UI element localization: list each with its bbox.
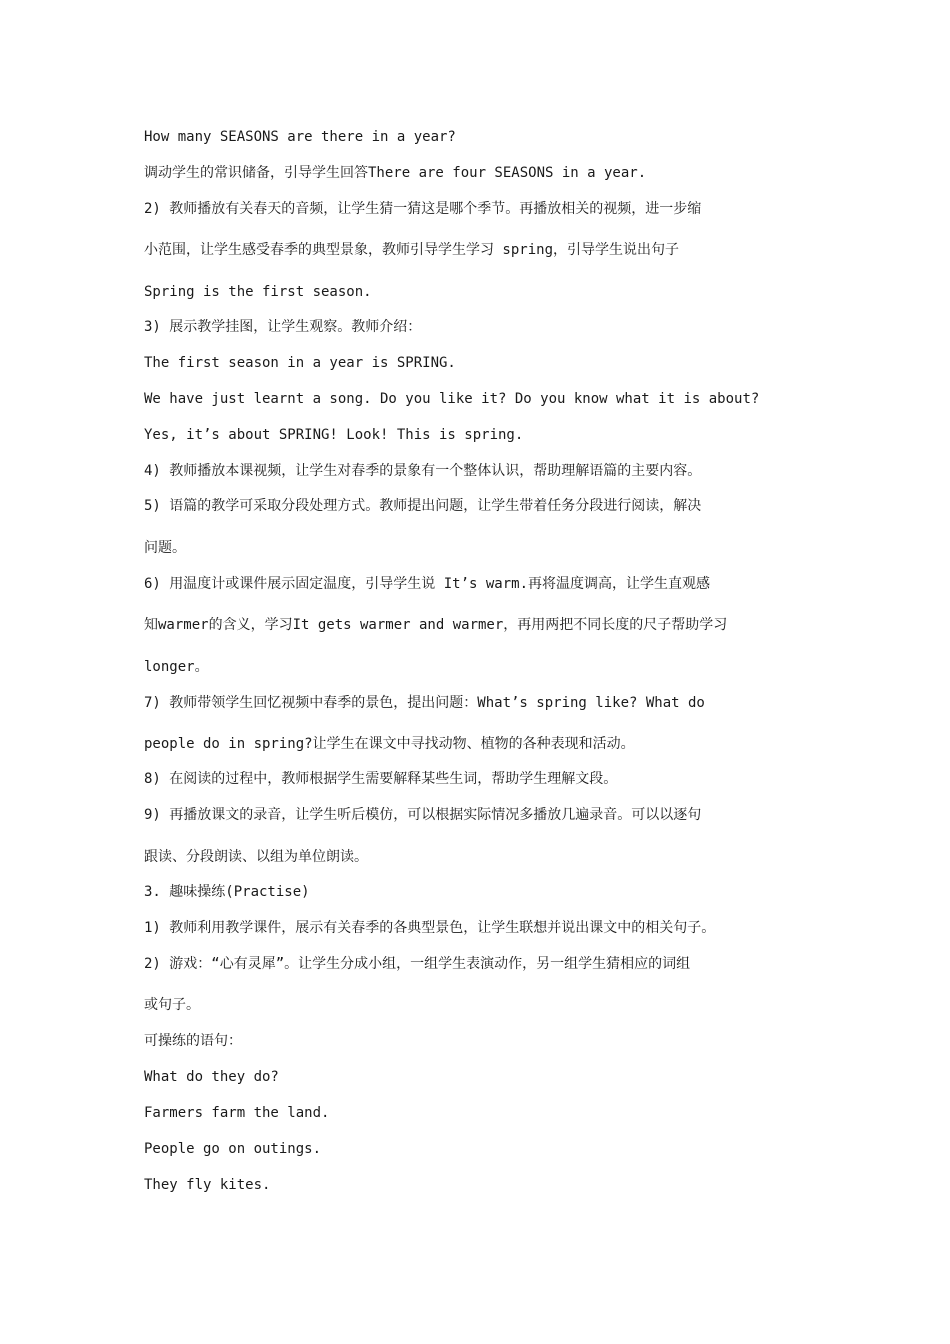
text-line: 1) 教师利用教学课件，展示有关春季的各典型景色，让学生联想并说出课文中的相关句子。 <box>144 920 716 936</box>
text-line: 2) 教师播放有关春天的音频，让学生猜一猜这是哪个季节。再播放相关的视频，进一步缩 <box>144 201 702 217</box>
text-line: 可操练的语句： <box>144 1033 242 1049</box>
text-line: 6) 用温度计或课件展示固定温度，引导学生说 It’s warm.再将温度调高，让学生直观感 <box>144 576 710 592</box>
text-line: We have just learnt a song. Do you like it? Do you know what it is about? <box>144 391 760 407</box>
text-line: How many SEASONS are there in a year? <box>144 129 456 145</box>
text-line: The first season in a year is SPRING. <box>144 355 456 371</box>
section-heading: 3. 趣味操练(Practise) <box>144 884 310 900</box>
text-line: 跟读、分段朗读、以组为单位朗读。 <box>144 849 368 865</box>
text-line: 7) 教师带领学生回忆视频中春季的景色，提出问题：What’s spring like? What do <box>144 695 705 711</box>
text-line: They fly kites. <box>144 1177 271 1193</box>
text-line: 小范围，让学生感受春季的典型景象，教师引导学生学习 spring，引导学生说出句子 <box>144 242 679 258</box>
text-line: 5) 语篇的教学可采取分段处理方式。教师提出问题，让学生带着任务分段进行阅读，解决 <box>144 498 702 514</box>
text-line: 调动学生的常识储备，引导学生回答There are four SEASONS in a year. <box>144 165 647 181</box>
text-line: Spring is the first season. <box>144 284 372 300</box>
text-line: People go on outings. <box>144 1141 322 1157</box>
text-line: 9) 再播放课文的录音，让学生听后模仿，可以根据实际情况多播放几遍录音。可以以逐句 <box>144 807 702 823</box>
text-line: 2) 游戏：“心有灵犀”。让学生分成小组，一组学生表演动作，另一组学生猜相应的词组 <box>144 956 691 972</box>
text-line: 知warmer的含义，学习It gets warmer and warmer，再用两把不同长度的尺子帮助学习 <box>144 617 728 633</box>
text-line: 3) 展示教学挂图，让学生观察。教师介绍： <box>144 319 422 335</box>
text-line: longer。 <box>144 659 209 675</box>
text-line: 或句子。 <box>144 997 200 1013</box>
text-line: Farmers farm the land. <box>144 1105 330 1121</box>
text-line: 问题。 <box>144 540 186 556</box>
text-line: Yes, it’s about SPRING! Look! This is spring. <box>144 427 524 443</box>
text-line: people do in spring?让学生在课文中寻找动物、植物的各种表现和活动。 <box>144 736 635 752</box>
text-line: What do they do? <box>144 1069 279 1085</box>
text-line: 8) 在阅读的过程中，教师根据学生需要解释某些生词，帮助学生理解文段。 <box>144 771 618 787</box>
text-line: 4) 教师播放本课视频，让学生对春季的景象有一个整体认识，帮助理解语篇的主要内容。 <box>144 463 702 479</box>
